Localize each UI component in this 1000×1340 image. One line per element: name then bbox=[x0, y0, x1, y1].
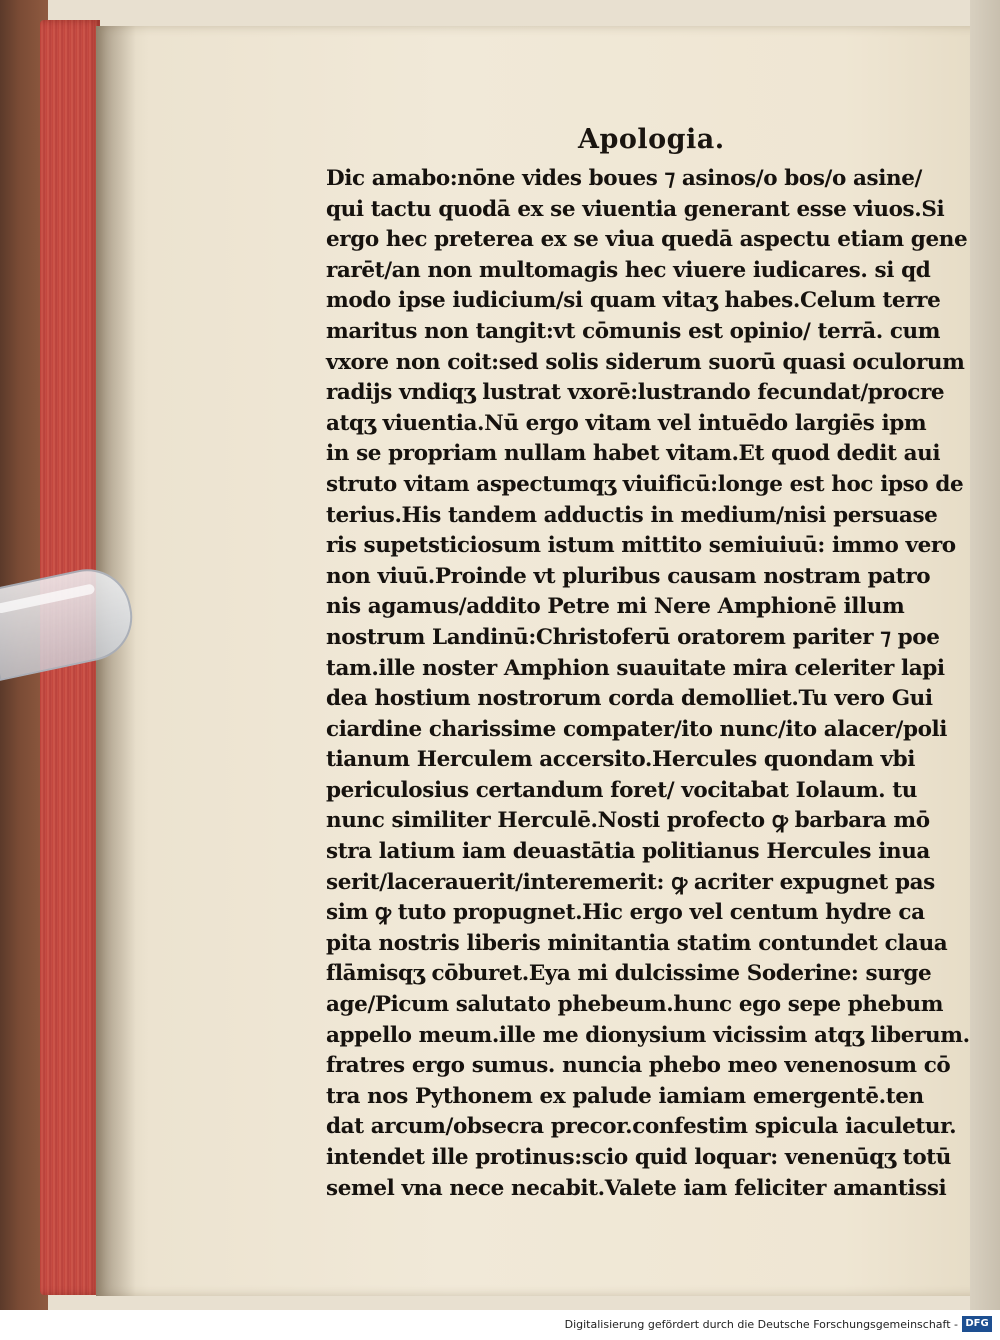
clip-highlight bbox=[0, 583, 95, 614]
text-line: intendet ille protinus:scio quid loquar: venenūqʒ totū bbox=[326, 1145, 952, 1170]
text-line: tianum Herculem accersito.Hercules quondam vbi bbox=[326, 747, 916, 773]
text-line: rarēt/an non multomagis hec viuere iudicares. si qd bbox=[326, 257, 931, 283]
text-line: tam.ille noster Amphion suauitate mira celeriter lapi bbox=[326, 655, 945, 681]
text-line: periculosius certandum foret/ vocitabat Iolaum. tu bbox=[326, 777, 918, 803]
text-line: dea hostium nostrorum corda demolliet.Tu vero Gui bbox=[326, 686, 933, 712]
text-line: ergo hec preterea ex se viua quedā aspectu etiam gene bbox=[326, 227, 968, 253]
text-line: sim ꝙ tuto propugnet.Hic ergo vel centum hydre ca bbox=[326, 900, 925, 926]
text-line: ris supetsticiosum istum mittito semiuiuū: immo vero bbox=[326, 533, 956, 559]
text-line: vxore non coit:sed solis siderum suorū quasi oculorum bbox=[326, 349, 965, 375]
text-line: modo ipse iudicium/si quam vitaʒ habes.Celum terre bbox=[326, 288, 941, 314]
text-line: struto vitam aspectumqʒ viuificū:longe est hoc ipso de bbox=[326, 471, 964, 497]
text-line: atqʒ viuentia.Nū ergo vitam vel intuēdo largiēs ipm bbox=[326, 410, 927, 436]
text-line: nostrum Landinū:Christoferū oratorem pariter ⁊ poe bbox=[326, 624, 940, 650]
text-line: ciardine charissime compater/ito nunc/ito alacer/poli bbox=[326, 716, 948, 742]
text-block bbox=[326, 164, 970, 1204]
text-line: qui tactu quodā ex se viuentia generant esse viuos.Si bbox=[326, 196, 945, 222]
text-line: flāmisqʒ cōburet.Eya mi dulcissime Soderine: surge bbox=[326, 961, 932, 987]
text-line: dat arcum/obsecra precor.confestim spicula iaculetur. bbox=[326, 1114, 957, 1140]
text-line: semel vna nece necabit.Valete iam feliciter amantissi bbox=[326, 1175, 947, 1201]
text-line: Dic amabo:nōne vides boues ⁊ asinos/o bos/o asine/ bbox=[326, 166, 922, 191]
text-line: in se propriam nullam habet vitam.Et quod dedit aui bbox=[326, 441, 941, 467]
spine-shadow bbox=[96, 26, 136, 1296]
right-binding-edge bbox=[970, 0, 1000, 1310]
text-line: terius.His tandem adductis in medium/nisi persuase bbox=[326, 502, 938, 528]
text-line: tra nos Pythonem ex palude iamiam emergentē.ten bbox=[326, 1083, 924, 1109]
text-line: radijs vndiqʒ lustrat vxorē:lustrando fecundat/procre bbox=[326, 380, 945, 406]
dfg-credit: Digitalisierung gefördert durch die Deutsche Forschungsgemeinschaft - bbox=[564, 1318, 958, 1331]
text-line: pita nostris liberis minitantia statim contundet claua bbox=[326, 930, 948, 956]
text-line: appello meum.ille me dionysium vicissim atqʒ liberum. bbox=[326, 1022, 970, 1048]
text-line: serit/lacerauerit/interemerit: ꝙ acriter expugnet pas bbox=[326, 869, 935, 895]
text-line: age/Picum salutato phebeum.hunc ego sepe phebum bbox=[326, 992, 944, 1018]
text-line: nis agamus/addito Petre mi Nere Amphionē illum bbox=[326, 594, 905, 620]
text-line: non viuū.Proinde vt pluribus causam nostram patro bbox=[326, 563, 931, 589]
text-line: stra latium iam deuastātia politianus Hercules inua bbox=[326, 839, 930, 865]
text-line: maritus non tangit:vt cōmunis est opinio/ terrā. cum bbox=[326, 318, 941, 344]
running-head: Apologia. bbox=[578, 124, 725, 155]
footer-bar bbox=[0, 1310, 1000, 1340]
text-line: fratres ergo sumus. nuncia phebo meo venenosum cō bbox=[326, 1053, 951, 1079]
text-line: nunc similiter Herculē.Nosti profecto ꝙ barbara mō bbox=[326, 808, 930, 834]
dfg-logo-icon: DFG bbox=[962, 1316, 992, 1332]
